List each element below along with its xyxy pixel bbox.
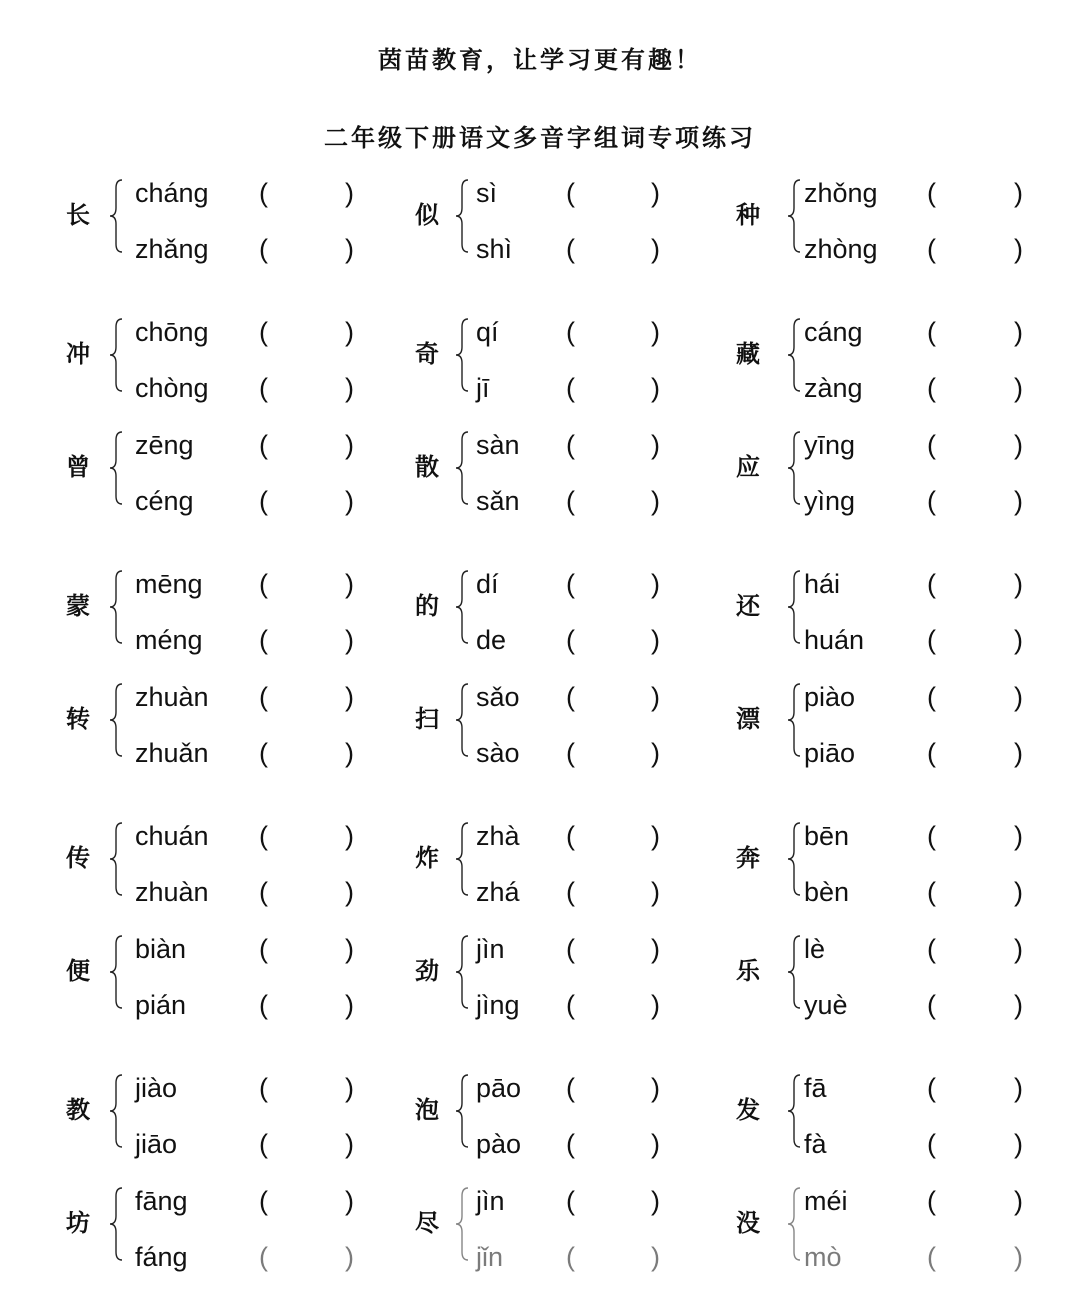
close-paren: )	[345, 738, 354, 768]
polyphone-group	[0, 932, 1080, 1020]
pinyin-reading: bèn	[804, 877, 850, 907]
word-answer-blank[interactable]	[941, 821, 1012, 851]
polyphone-group	[0, 819, 1080, 907]
open-paren: (	[259, 1186, 268, 1216]
open-paren: (	[259, 625, 268, 655]
open-paren: (	[927, 234, 936, 264]
open-paren: (	[566, 682, 575, 712]
close-paren: )	[1014, 1129, 1023, 1159]
close-paren: )	[1014, 1186, 1023, 1216]
pinyin-reading: sì	[476, 178, 498, 208]
pinyin-reading: zhuàn	[135, 877, 209, 907]
polyphone-character: 泡	[415, 1096, 439, 1124]
pinyin-reading: sào	[476, 738, 520, 768]
open-paren: (	[927, 877, 936, 907]
close-paren: )	[345, 877, 354, 907]
word-answer-blank[interactable]	[941, 317, 1012, 347]
word-answer-blank[interactable]	[941, 1129, 1012, 1159]
word-answer-blank[interactable]	[941, 738, 1012, 768]
close-paren: )	[345, 373, 354, 403]
curly-brace-icon	[784, 1184, 804, 1264]
close-paren: )	[1014, 877, 1023, 907]
polyphone-character: 藏	[736, 340, 760, 368]
close-paren: )	[651, 1242, 660, 1272]
close-paren: )	[345, 625, 354, 655]
pinyin-reading: zhà	[476, 821, 520, 851]
polyphone-character: 炸	[415, 844, 439, 872]
open-paren: (	[927, 178, 936, 208]
pinyin-reading: céng	[135, 486, 194, 516]
pinyin-reading: jǐn	[476, 1242, 504, 1272]
close-paren: )	[345, 486, 354, 516]
open-paren: (	[566, 934, 575, 964]
pinyin-reading: fáng	[135, 1242, 188, 1272]
pinyin-reading: shì	[476, 234, 513, 264]
open-paren: (	[927, 430, 936, 460]
open-paren: (	[927, 738, 936, 768]
open-paren: (	[566, 1242, 575, 1272]
pinyin-reading: fāng	[135, 1186, 188, 1216]
close-paren: )	[651, 234, 660, 264]
open-paren: (	[566, 178, 575, 208]
close-paren: )	[345, 821, 354, 851]
curly-brace-icon	[784, 428, 804, 508]
pinyin-reading: piào	[804, 682, 856, 712]
curly-brace-icon	[784, 315, 804, 395]
curly-brace-icon	[784, 1071, 804, 1151]
pinyin-reading: biàn	[135, 934, 187, 964]
close-paren: )	[1014, 430, 1023, 460]
polyphone-character: 尽	[415, 1209, 439, 1237]
pinyin-reading: qí	[476, 317, 499, 347]
close-paren: )	[1014, 1242, 1023, 1272]
open-paren: (	[566, 821, 575, 851]
word-answer-blank[interactable]	[941, 1242, 1012, 1272]
polyphone-group	[0, 1071, 1080, 1159]
close-paren: )	[345, 1073, 354, 1103]
pinyin-reading: chòng	[135, 373, 209, 403]
open-paren: (	[566, 486, 575, 516]
polyphone-character: 曾	[66, 453, 90, 481]
polyphone-character: 劲	[415, 957, 439, 985]
pinyin-reading: zhuǎn	[135, 738, 209, 768]
polyphone-group	[0, 428, 1080, 516]
word-answer-blank[interactable]	[941, 430, 1012, 460]
worksheet-title: 二年级下册语文多音字组词专项练习	[324, 124, 756, 152]
polyphone-character: 奇	[415, 340, 439, 368]
pinyin-reading: pào	[476, 1129, 522, 1159]
polyphone-character: 转	[66, 705, 90, 733]
pinyin-reading: de	[476, 625, 507, 655]
close-paren: )	[1014, 934, 1023, 964]
pinyin-reading: sǎn	[476, 486, 520, 516]
word-answer-blank[interactable]	[941, 486, 1012, 516]
polyphone-character: 扫	[415, 705, 439, 733]
pinyin-reading: zhòng	[804, 234, 878, 264]
polyphone-group	[0, 680, 1080, 768]
pinyin-reading: jiào	[135, 1073, 178, 1103]
pinyin-reading: piāo	[804, 738, 856, 768]
close-paren: )	[651, 877, 660, 907]
pinyin-reading: jī	[476, 373, 490, 403]
pinyin-reading: zhǎng	[135, 234, 209, 264]
open-paren: (	[566, 430, 575, 460]
close-paren: )	[651, 990, 660, 1020]
polyphone-character: 散	[415, 453, 439, 481]
close-paren: )	[651, 682, 660, 712]
curly-brace-icon	[784, 819, 804, 899]
open-paren: (	[927, 1129, 936, 1159]
open-paren: (	[927, 1242, 936, 1272]
close-paren: )	[651, 486, 660, 516]
close-paren: )	[345, 430, 354, 460]
close-paren: )	[345, 1242, 354, 1272]
word-answer-blank[interactable]	[941, 569, 1012, 599]
open-paren: (	[566, 234, 575, 264]
curly-brace-icon	[784, 932, 804, 1012]
open-paren: (	[927, 821, 936, 851]
word-answer-blank[interactable]	[941, 1186, 1012, 1216]
close-paren: )	[345, 1129, 354, 1159]
word-answer-blank[interactable]	[941, 1073, 1012, 1103]
close-paren: )	[651, 178, 660, 208]
close-paren: )	[651, 625, 660, 655]
pinyin-reading: chōng	[135, 317, 209, 347]
close-paren: )	[651, 1073, 660, 1103]
open-paren: (	[259, 430, 268, 460]
open-paren: (	[259, 682, 268, 712]
pinyin-reading: sǎo	[476, 682, 520, 712]
polyphone-group	[0, 567, 1080, 655]
pinyin-reading: zhá	[476, 877, 520, 907]
word-answer-blank[interactable]	[941, 625, 1012, 655]
close-paren: )	[345, 934, 354, 964]
pinyin-reading: jìng	[476, 990, 520, 1020]
close-paren: )	[345, 178, 354, 208]
curly-brace-icon	[784, 567, 804, 647]
polyphone-character: 应	[736, 453, 760, 481]
polyphone-group	[0, 315, 1080, 403]
close-paren: )	[651, 317, 660, 347]
pinyin-reading: zàng	[804, 373, 863, 403]
pinyin-reading: sàn	[476, 430, 520, 460]
open-paren: (	[566, 625, 575, 655]
pinyin-reading: lè	[804, 934, 826, 964]
open-paren: (	[927, 990, 936, 1020]
open-paren: (	[927, 1073, 936, 1103]
close-paren: )	[651, 1186, 660, 1216]
polyphone-character: 没	[736, 1209, 760, 1237]
close-paren: )	[1014, 234, 1023, 264]
word-answer-blank[interactable]	[941, 990, 1012, 1020]
pinyin-reading: yìng	[804, 486, 856, 516]
curly-brace-icon	[784, 176, 804, 256]
word-answer-blank[interactable]	[941, 373, 1012, 403]
pinyin-reading: jiāo	[135, 1129, 178, 1159]
polyphone-character: 种	[736, 201, 760, 229]
pinyin-reading: zhuàn	[135, 682, 209, 712]
pinyin-reading: méi	[804, 1186, 848, 1216]
open-paren: (	[566, 738, 575, 768]
close-paren: )	[345, 990, 354, 1020]
pinyin-reading: dí	[476, 569, 499, 599]
close-paren: )	[1014, 625, 1023, 655]
close-paren: )	[1014, 821, 1023, 851]
open-paren: (	[927, 934, 936, 964]
word-answer-blank[interactable]	[941, 682, 1012, 712]
pinyin-reading: fà	[804, 1129, 827, 1159]
close-paren: )	[1014, 1073, 1023, 1103]
pinyin-reading: hái	[804, 569, 841, 599]
pinyin-reading: yīng	[804, 430, 856, 460]
pinyin-reading: jìn	[476, 1186, 505, 1216]
open-paren: (	[927, 569, 936, 599]
open-paren: (	[259, 1242, 268, 1272]
pinyin-reading: zēng	[135, 430, 194, 460]
pinyin-reading: mēng	[135, 569, 203, 599]
open-paren: (	[566, 1073, 575, 1103]
close-paren: )	[345, 234, 354, 264]
close-paren: )	[345, 1186, 354, 1216]
close-paren: )	[345, 569, 354, 599]
pinyin-reading: fā	[804, 1073, 827, 1103]
close-paren: )	[651, 1129, 660, 1159]
polyphone-character: 坊	[66, 1209, 90, 1237]
close-paren: )	[1014, 486, 1023, 516]
open-paren: (	[259, 317, 268, 347]
open-paren: (	[259, 1129, 268, 1159]
pinyin-reading: méng	[135, 625, 203, 655]
pinyin-reading: yuè	[804, 990, 848, 1020]
close-paren: )	[345, 682, 354, 712]
word-answer-blank[interactable]	[941, 934, 1012, 964]
polyphone-character: 的	[415, 592, 439, 620]
close-paren: )	[651, 569, 660, 599]
open-paren: (	[566, 990, 575, 1020]
polyphone-group	[0, 1184, 1080, 1272]
word-answer-blank[interactable]	[941, 877, 1012, 907]
polyphone-character: 蒙	[66, 592, 90, 620]
open-paren: (	[927, 625, 936, 655]
pinyin-reading: cáng	[804, 317, 863, 347]
pinyin-reading: zhǒng	[804, 178, 878, 208]
close-paren: )	[345, 317, 354, 347]
open-paren: (	[259, 738, 268, 768]
open-paren: (	[927, 317, 936, 347]
open-paren: (	[259, 178, 268, 208]
close-paren: )	[1014, 990, 1023, 1020]
polyphone-character: 奔	[736, 844, 760, 872]
slogan-heading: 茵苗教育，让学习更有趣！	[378, 46, 702, 74]
open-paren: (	[566, 877, 575, 907]
open-paren: (	[566, 569, 575, 599]
close-paren: )	[651, 821, 660, 851]
pinyin-reading: jìn	[476, 934, 505, 964]
polyphone-character: 长	[66, 201, 90, 229]
pinyin-reading: pāo	[476, 1073, 522, 1103]
open-paren: (	[566, 317, 575, 347]
close-paren: )	[651, 934, 660, 964]
open-paren: (	[259, 373, 268, 403]
polyphone-character: 传	[66, 844, 90, 872]
polyphone-group	[0, 176, 1080, 264]
open-paren: (	[259, 877, 268, 907]
polyphone-character: 漂	[736, 705, 760, 733]
close-paren: )	[651, 373, 660, 403]
close-paren: )	[1014, 178, 1023, 208]
close-paren: )	[651, 430, 660, 460]
open-paren: (	[927, 1186, 936, 1216]
open-paren: (	[927, 486, 936, 516]
polyphone-character: 乐	[736, 957, 760, 985]
open-paren: (	[566, 373, 575, 403]
polyphone-character: 便	[66, 957, 90, 985]
pinyin-reading: mò	[804, 1242, 842, 1272]
pinyin-reading: huán	[804, 625, 865, 655]
open-paren: (	[259, 990, 268, 1020]
word-answer-blank[interactable]	[941, 234, 1012, 264]
pinyin-reading: chuán	[135, 821, 209, 851]
open-paren: (	[259, 234, 268, 264]
word-answer-blank[interactable]	[941, 178, 1012, 208]
pinyin-reading: bēn	[804, 821, 850, 851]
open-paren: (	[566, 1129, 575, 1159]
pinyin-reading: pián	[135, 990, 187, 1020]
pinyin-reading: cháng	[135, 178, 209, 208]
polyphone-character: 冲	[66, 340, 90, 368]
open-paren: (	[259, 934, 268, 964]
close-paren: )	[1014, 373, 1023, 403]
close-paren: )	[1014, 738, 1023, 768]
open-paren: (	[566, 1186, 575, 1216]
close-paren: )	[1014, 569, 1023, 599]
close-paren: )	[651, 738, 660, 768]
polyphone-character: 似	[415, 201, 439, 229]
open-paren: (	[927, 682, 936, 712]
open-paren: (	[259, 486, 268, 516]
open-paren: (	[259, 569, 268, 599]
open-paren: (	[259, 1073, 268, 1103]
polyphone-character: 教	[66, 1096, 90, 1124]
curly-brace-icon	[784, 680, 804, 760]
close-paren: )	[1014, 682, 1023, 712]
open-paren: (	[259, 821, 268, 851]
polyphone-character: 还	[736, 592, 760, 620]
open-paren: (	[927, 373, 936, 403]
close-paren: )	[1014, 317, 1023, 347]
polyphone-character: 发	[736, 1096, 760, 1124]
